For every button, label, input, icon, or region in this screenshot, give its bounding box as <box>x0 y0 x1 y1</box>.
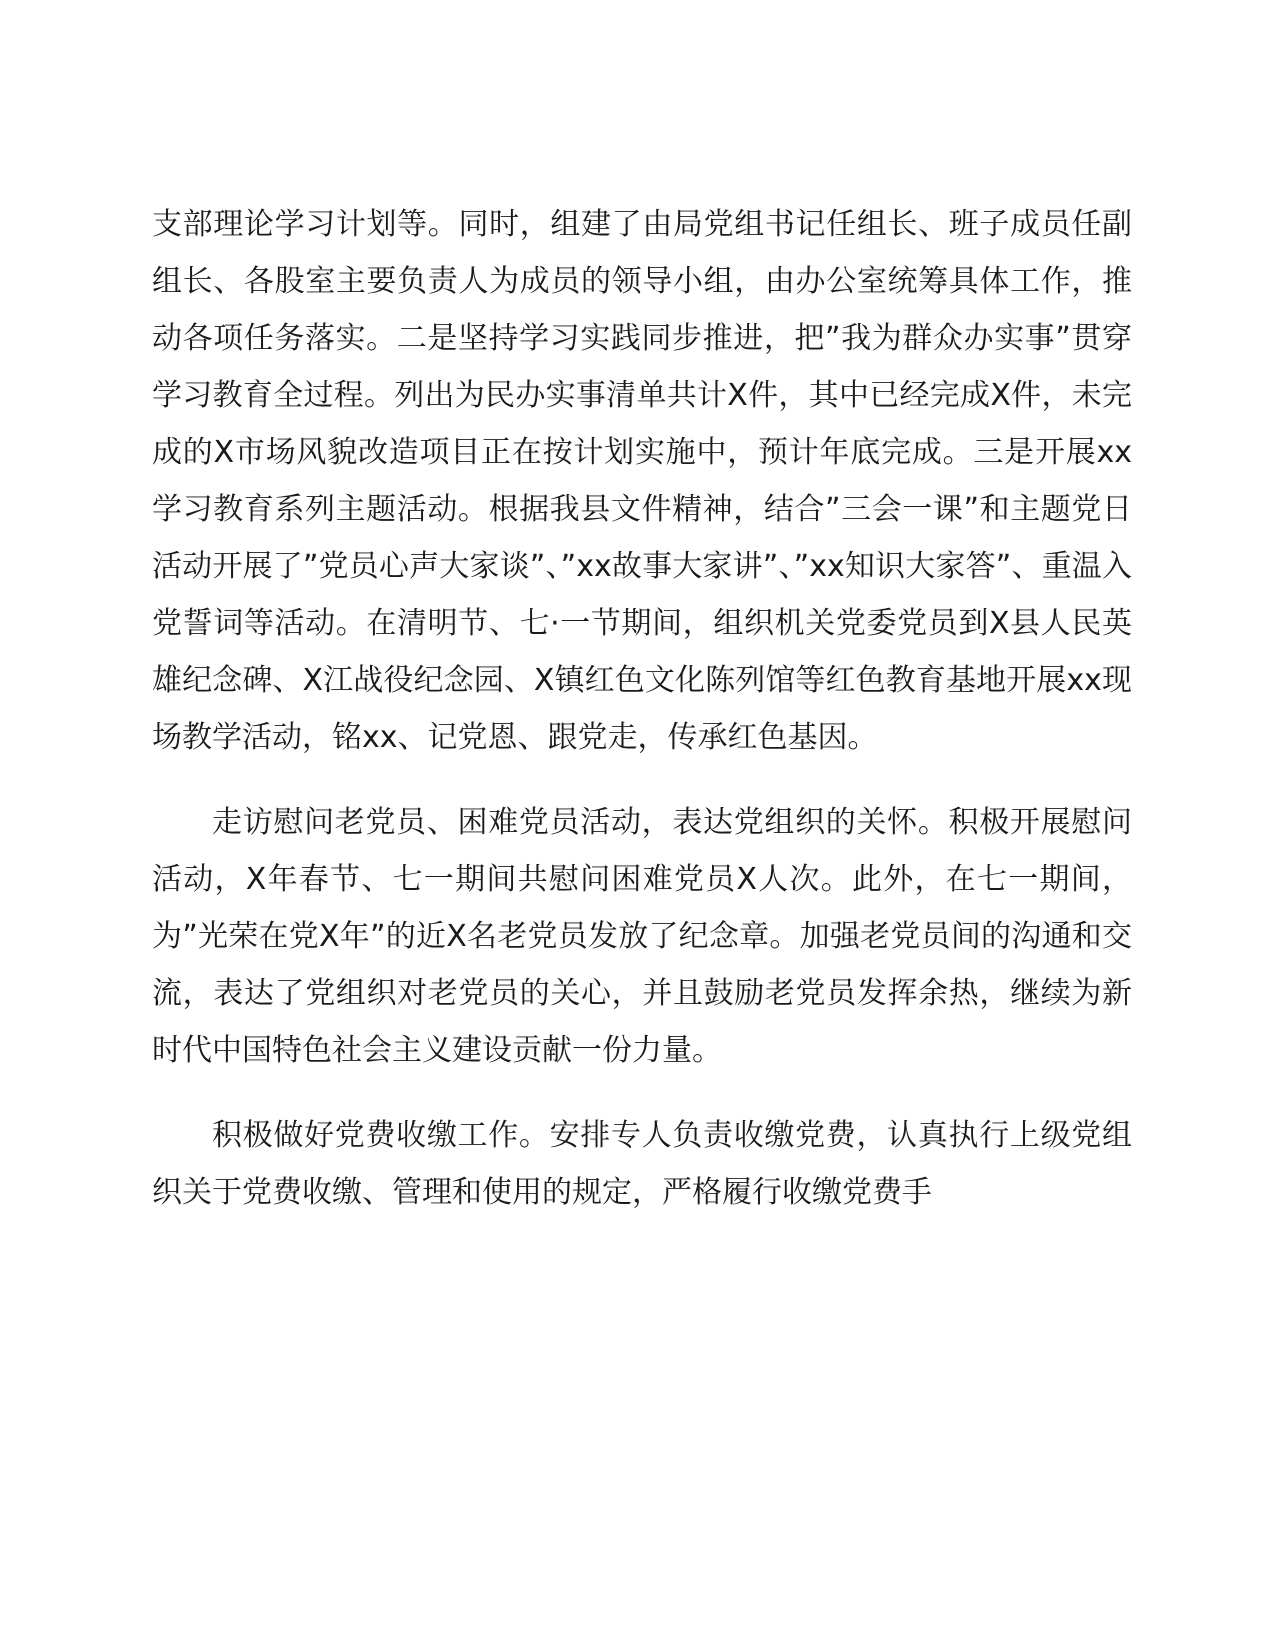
paragraph-continuation: 支部理论学习计划等。同时，组建了由局党组书记任组长、班子成员任副组长、各股室主要负责人为成员的领导小组，由办公室统筹具体工作，推动各项任务落实。二是坚持学习实践同步推进，把”我为群众办实事”贯穿学习教育全过程。列出为民办实事清单共计X件，其中已经完成X件，未完成的X市场风貌改造项目正在按计划实施中，预计年底完成。三是开展xx学习教育系列主题活动。根据我县文件精神，结合”三会一课”和主题党日活动开展了”党员心声大家谈”、”xx故事大家讲”、”xx知识大家答”、重温入党誓词等活动。在清明节、七·一节期间，组织机关党委党员到X县人民英雄纪念碑、X江战役纪念园、X镇红色文化陈列馆等红色教育基地开展xx现场教学活动，铭xx、记党恩、跟党走，传承红色基因。 <box>152 207 1132 755</box>
paragraph-visits: 走访慰问老党员、困难党员活动，表达党组织的关怀。积极开展慰问活动，X年春节、七一期间共慰问困难党员X人次。此外，在七一期间，为”光荣在党X年”的近X名老党员发放了纪念章。加强老党员间的沟通和交流，表达了党组织对老党员的关心，并且鼓励老党员发挥余热，继续为新时代中国特色社会主义建设贡献一份力量。 <box>152 805 1132 1068</box>
paragraph-party-dues: 积极做好党费收缴工作。安排专人负责收缴党费，认真执行上级党组织关于党费收缴、管理和使用的规定，严格履行收缴党费手 <box>152 1118 1132 1210</box>
document-body <box>152 196 1132 1221</box>
